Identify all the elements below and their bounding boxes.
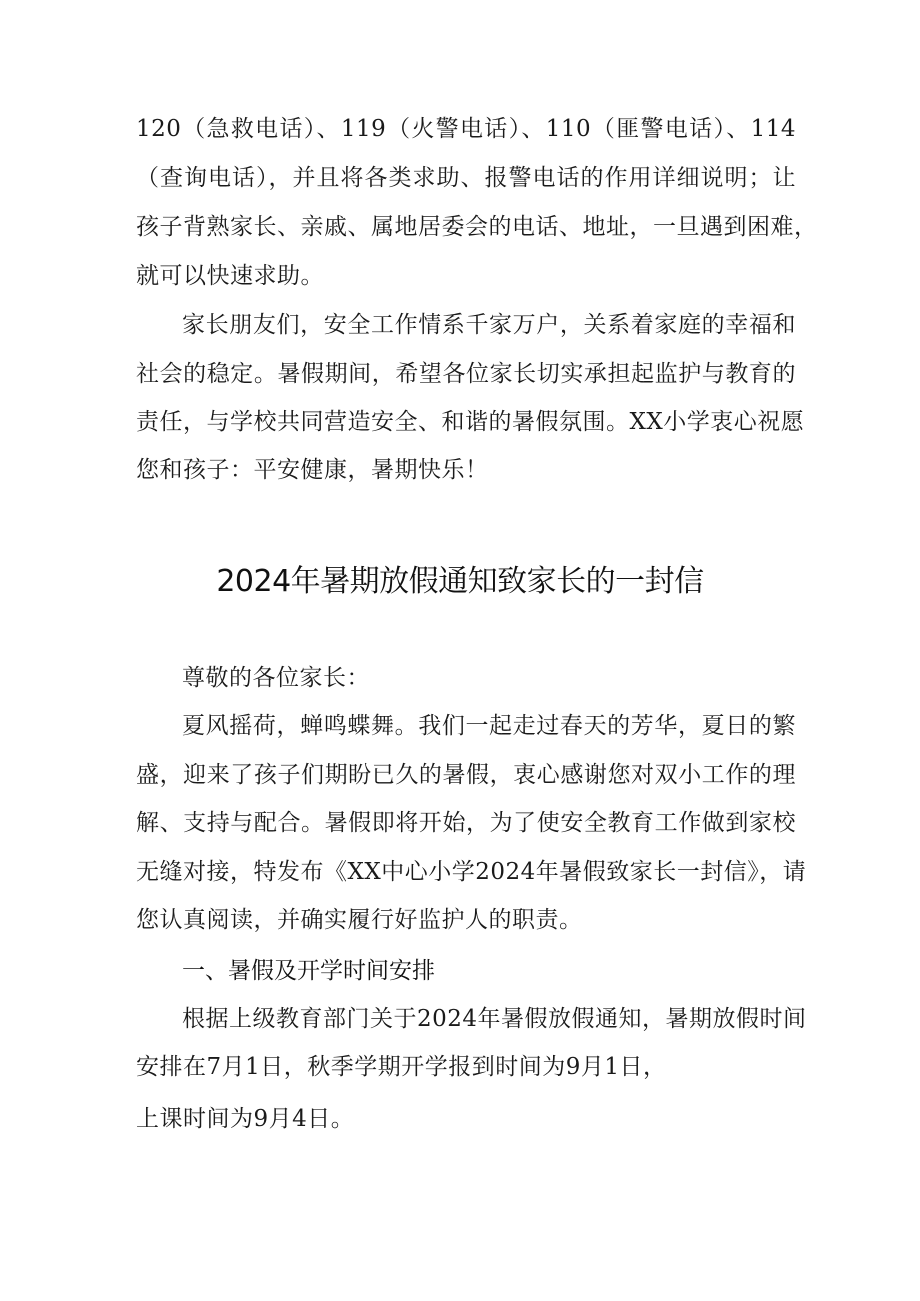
closing-paragraph-line-3: 责任，与学校共同营造安全、和谐的暑假氛围。XX小学衷心祝愿: [136, 409, 805, 435]
section1-line-3: 上课时间为9月4日。: [136, 1106, 355, 1132]
intro-line-3: 解、支持与配合。暑假即将开始，为了使安全教育工作做到家校: [136, 810, 796, 836]
letter-greeting: 尊敬的各位家长：: [182, 665, 370, 691]
intro-line-4: 无缝对接，特发布《XX中心小学2024年暑假致家长一封信》，请: [136, 859, 807, 885]
intro-line-2: 盛，迎来了孩子们期盼已久的暑假，衷心感谢您对双小工作的理: [136, 762, 796, 788]
prev-section-line-1: 120（急救电话）、119（火警电话）、110（匪警电话）、114: [136, 116, 796, 142]
closing-paragraph-line-2: 社会的稳定。暑假期间，希望各位家长切实承担起监护与教育的: [136, 361, 796, 387]
closing-paragraph-line-4: 您和孩子：平安健康，暑期快乐！: [136, 457, 489, 483]
prev-section-line-2: （查询电话），并且将各类求助、报警电话的作用详细说明；让: [136, 165, 796, 191]
closing-paragraph-line-1: 家长朋友们，安全工作情系千家万户，关系着家庭的幸福和: [182, 312, 796, 338]
section1-heading: 一、暑假及开学时间安排: [182, 958, 435, 984]
intro-line-5: 您认真阅读，并确实履行好监护人的职责。: [136, 907, 583, 933]
section1-line-1: 根据上级教育部门关于2024年暑假放假通知，暑期放假时间: [182, 1006, 807, 1032]
prev-section-line-4: 就可以快速求助。: [136, 263, 324, 289]
prev-section-line-3: 孩子背熟家长、亲戚、属地居委会的电话、地址，一旦遇到困难，: [136, 214, 818, 240]
letter-title: 2024年暑期放假通知致家长的一封信: [216, 564, 704, 599]
intro-line-1: 夏风摇荷，蝉鸣蝶舞。我们一起走过春天的芳华，夏日的繁: [182, 713, 796, 739]
section1-line-2: 安排在7月1日，秋季学期开学报到时间为9月1日，: [136, 1054, 667, 1080]
